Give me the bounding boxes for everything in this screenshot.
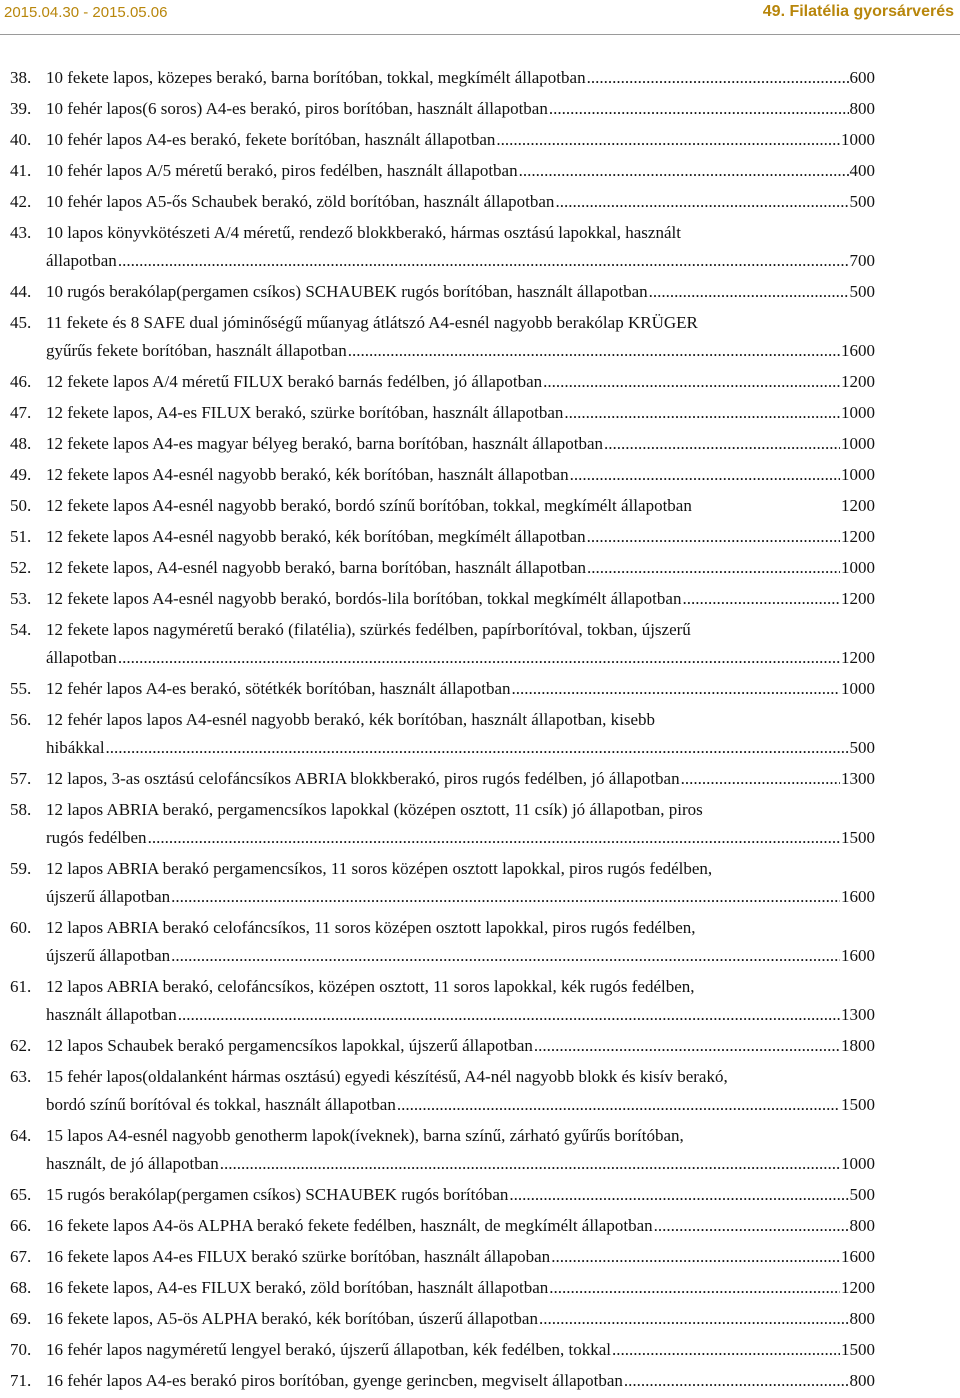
- dot-leader: [549, 95, 849, 123]
- item-price: 800: [849, 1216, 875, 1235]
- item-number: 55.: [10, 679, 32, 698]
- item-text: 10 fehér lapos(6 soros) A4-es berakó, piros borítóban, használt állapotban: [46, 99, 548, 118]
- list-item: [10, 368, 875, 396]
- list-item: [10, 706, 875, 762]
- dot-leader: [220, 1150, 840, 1178]
- item-text: 16 fekete lapos A4-es FILUX berakó szürke borítóban, használt állapoban: [46, 1247, 551, 1266]
- page-title: 49. Filatélia gyorsárverés: [762, 3, 954, 20]
- item-number: 47.: [10, 403, 32, 422]
- list-item: [10, 1032, 875, 1060]
- item-number: 63.: [10, 1067, 32, 1086]
- item-price: 1000: [841, 558, 875, 577]
- item-text: 12 fehér lapos A4-es berakó, sötétkék borítóban, használt állapotban: [46, 679, 511, 698]
- item-description: [46, 1336, 875, 1364]
- item-text: állapotban: [46, 648, 117, 667]
- item-number: 51.: [10, 527, 32, 546]
- item-number: 71.: [10, 1371, 32, 1390]
- list-item: [10, 1336, 875, 1364]
- item-description: [46, 188, 875, 216]
- item-text: 16 fehér lapos A4-es berakó piros borítóban, gyenge gerincben, megviselt állapotban: [46, 1371, 623, 1390]
- dot-leader: [496, 126, 840, 154]
- list-item: [10, 1305, 875, 1333]
- dot-leader: [118, 247, 849, 275]
- list-item: [10, 399, 875, 427]
- item-price: 500: [849, 282, 875, 301]
- item-number: 46.: [10, 372, 32, 391]
- list-item: [10, 1063, 875, 1119]
- item-price: 1600: [841, 1247, 875, 1266]
- dot-leader: [171, 883, 840, 911]
- item-price: 1000: [841, 1154, 875, 1173]
- list-item: [10, 278, 875, 306]
- list-item: [10, 95, 875, 123]
- list-item: [10, 430, 875, 458]
- item-price: 1600: [841, 341, 875, 360]
- list-item: [10, 855, 875, 911]
- item-text: újszerű állapotban: [46, 887, 171, 906]
- dot-leader: [118, 644, 840, 672]
- list-item: [10, 1243, 875, 1271]
- item-price: 500: [849, 738, 875, 757]
- item-text: 12 fekete lapos A4-esnél nagyobb berakó, kék borítóban, megkímélt állapotban: [46, 527, 586, 546]
- item-text: 16 fekete lapos, A4-es FILUX berakó, zöld borítóban, használt állapotban: [46, 1278, 549, 1297]
- list-item: [10, 461, 875, 489]
- dot-leader: [682, 585, 840, 613]
- item-description: [46, 247, 875, 275]
- item-text: 10 fehér lapos A5-ős Schaubek berakó, zöld borítóban, használt állapotban: [46, 192, 555, 211]
- item-description: [46, 523, 875, 551]
- item-description: [46, 585, 875, 613]
- item-price: 1800: [841, 1036, 875, 1055]
- item-description: [46, 126, 875, 154]
- item-price: 1000: [841, 130, 875, 149]
- item-number: 70.: [10, 1340, 32, 1359]
- auction-item-list: [10, 64, 875, 1398]
- item-description-line: 15 fehér lapos(oldalanként hármas osztású) egyedi készítésű, A4-nél nagyobb blokk és kisív berakó,: [46, 1067, 728, 1086]
- item-price: 1200: [841, 372, 875, 391]
- item-number: 58.: [10, 800, 32, 819]
- item-price: 1300: [841, 1005, 875, 1024]
- item-price: 1600: [841, 946, 875, 965]
- list-item: [10, 1122, 875, 1178]
- item-description: [46, 430, 875, 458]
- page-header: [0, 0, 960, 34]
- item-price: 1000: [841, 434, 875, 453]
- item-text: 12 fekete lapos, A4-esnél nagyobb berakó, barna borítóban, használt állapotban: [46, 558, 587, 577]
- list-item: [10, 1274, 875, 1302]
- item-number: 54.: [10, 620, 32, 639]
- item-description: [46, 734, 875, 762]
- dot-leader: [549, 1274, 840, 1302]
- item-text: újszerű állapotban: [46, 946, 171, 965]
- item-text: 12 fekete lapos A4-es magyar bélyeg berakó, barna borítóban, használt állapotban: [46, 434, 604, 453]
- item-price: 600: [849, 68, 875, 87]
- dot-leader: [512, 675, 840, 703]
- list-item: [10, 796, 875, 852]
- list-item: [10, 64, 875, 92]
- item-number: 66.: [10, 1216, 32, 1235]
- dot-leader: [649, 278, 849, 306]
- list-item: [10, 765, 875, 793]
- item-description-line: 11 fekete és 8 SAFE dual jóminőségű műanyag átlátszó A4-esnél nagyobb berakólap KRÜGER: [46, 313, 698, 332]
- dot-leader: [106, 734, 849, 762]
- item-description-line: 12 fehér lapos lapos A4-esnél nagyobb berakó, kék borítóban, használt állapotban, kisebb: [46, 710, 655, 729]
- dot-leader: [348, 337, 840, 365]
- item-description: [46, 765, 875, 793]
- item-number: 52.: [10, 558, 32, 577]
- dot-leader: [587, 554, 840, 582]
- list-item: [10, 1212, 875, 1240]
- item-price: 500: [849, 1185, 875, 1204]
- list-item: [10, 914, 875, 970]
- item-price: 800: [849, 1309, 875, 1328]
- item-description: [46, 1274, 875, 1302]
- list-item: [10, 1181, 875, 1209]
- item-number: 69.: [10, 1309, 32, 1328]
- item-description: [46, 883, 875, 911]
- dot-leader: [519, 157, 849, 185]
- item-price: 400: [849, 161, 875, 180]
- dot-leader: [555, 188, 848, 216]
- item-description: [46, 399, 875, 427]
- item-price: 1300: [841, 769, 875, 788]
- item-number: 60.: [10, 918, 32, 937]
- item-text: 10 fehér lapos A/5 méretű berakó, piros fedélben, használt állapotban: [46, 161, 518, 180]
- item-price: 1200: [841, 648, 875, 667]
- item-description: [46, 824, 875, 852]
- item-number: 39.: [10, 99, 32, 118]
- item-description: [46, 64, 875, 92]
- item-number: 43.: [10, 223, 32, 242]
- item-text: 16 fehér lapos nagyméretű lengyel berakó, újszerű állapotban, kék fedélben, tokkal: [46, 1340, 612, 1359]
- item-description-line: 15 lapos A4-esnél nagyobb genotherm lapok(íveknek), barna színű, zárható gyűrűs borítóban,: [46, 1126, 684, 1145]
- item-text: 12 fekete lapos, A4-es FILUX berakó, szürke borítóban, használt állapotban: [46, 403, 564, 422]
- list-item: [10, 554, 875, 582]
- list-item: [10, 585, 875, 613]
- dot-leader: [564, 399, 840, 427]
- item-price: 1200: [841, 1278, 875, 1297]
- dot-leader: [654, 1212, 849, 1240]
- item-number: 68.: [10, 1278, 32, 1297]
- dot-leader: [171, 942, 840, 970]
- item-number: 41.: [10, 161, 32, 180]
- item-number: 65.: [10, 1185, 32, 1204]
- item-description: [46, 368, 875, 396]
- item-text: 10 fekete lapos, közepes berakó, barna borítóban, tokkal, megkímélt állapotban: [46, 68, 586, 87]
- item-text: gyűrűs fekete borítóban, használt állapotban: [46, 341, 347, 360]
- item-number: 50.: [10, 496, 32, 515]
- item-text: 12 fekete lapos A4-esnél nagyobb berakó, bordó színű borítóban, tokkal, megkímélt állapotban: [46, 496, 692, 515]
- item-description-line: 12 fekete lapos nagyméretű berakó (filatélia), szürkés fedélben, papírborítóval, tokban, újszerű: [46, 620, 691, 639]
- dot-leader: [587, 523, 840, 551]
- item-number: 56.: [10, 710, 32, 729]
- dot-leader: [624, 1367, 849, 1395]
- item-price: 1000: [841, 679, 875, 698]
- item-description-line: 12 lapos ABRIA berakó, celofáncsíkos, középen osztott, 11 soros lapokkal, kék rugós fedélben,: [46, 977, 695, 996]
- item-text: 10 fehér lapos A4-es berakó, fekete borítóban, használt állapotban: [46, 130, 496, 149]
- item-text: 12 fekete lapos A4-esnél nagyobb berakó, kék borítóban, használt állapotban: [46, 465, 569, 484]
- item-description: [46, 461, 875, 489]
- list-item: [10, 616, 875, 672]
- list-item: [10, 492, 875, 520]
- item-price: 1200: [841, 496, 875, 515]
- item-number: 59.: [10, 859, 32, 878]
- item-description: [46, 1032, 875, 1060]
- dot-leader: [534, 1032, 840, 1060]
- item-text: 12 lapos, 3-as osztású celofáncsíkos ABRIA blokkberakó, piros rugós fedélben, jó állapotban: [46, 769, 680, 788]
- item-text: 12 fekete lapos A/4 méretű FILUX berakó barnás fedélben, jó állapotban: [46, 372, 543, 391]
- item-number: 40.: [10, 130, 32, 149]
- item-number: 67.: [10, 1247, 32, 1266]
- item-price: 1600: [841, 887, 875, 906]
- item-number: 57.: [10, 769, 32, 788]
- item-text: használt állapotban: [46, 1005, 177, 1024]
- item-description: [46, 1091, 875, 1119]
- item-price: 700: [849, 251, 875, 270]
- item-price: 1500: [841, 828, 875, 847]
- item-text: hibákkal: [46, 738, 105, 757]
- item-text: 12 lapos Schaubek berakó pergamencsíkos lapokkal, újszerű állapotban: [46, 1036, 533, 1055]
- list-item: [10, 1367, 875, 1395]
- list-item: [10, 126, 875, 154]
- list-item: [10, 675, 875, 703]
- item-number: 49.: [10, 465, 32, 484]
- dot-leader: [539, 1305, 849, 1333]
- dot-leader: [604, 430, 840, 458]
- item-number: 62.: [10, 1036, 32, 1055]
- item-description: [46, 1243, 875, 1271]
- item-number: 53.: [10, 589, 32, 608]
- item-text: 10 rugós berakólap(pergamen csíkos) SCHAUBEK rugós borítóban, használt állapotban: [46, 282, 648, 301]
- item-number: 64.: [10, 1126, 32, 1145]
- item-description: [46, 337, 875, 365]
- dot-leader: [397, 1091, 840, 1119]
- list-item: [10, 309, 875, 365]
- item-number: 38.: [10, 68, 32, 87]
- item-price: 1200: [841, 527, 875, 546]
- item-price: 1000: [841, 465, 875, 484]
- item-description: [46, 95, 875, 123]
- item-price: 1500: [841, 1340, 875, 1359]
- item-number: 44.: [10, 282, 32, 301]
- item-text: használt, de jó állapotban: [46, 1154, 219, 1173]
- item-text: 12 fekete lapos A4-esnél nagyobb berakó, bordós-lila borítóban, tokkal megkímélt állapotban: [46, 589, 682, 608]
- item-text: rugós fedélben: [46, 828, 147, 847]
- item-description-line: 10 lapos könyvkötészeti A/4 méretű, rendező blokkberakó, hármas osztású lapokkal, használt: [46, 223, 681, 242]
- dot-leader: [587, 64, 849, 92]
- list-item: [10, 523, 875, 551]
- dot-leader: [551, 1243, 840, 1271]
- item-number: 48.: [10, 434, 32, 453]
- item-description-line: 12 lapos ABRIA berakó, pergamencsíkos lapokkal (középen osztott, 11 csík) jó állapotban, piros: [46, 800, 703, 819]
- item-number: 42.: [10, 192, 32, 211]
- item-price: 500: [849, 192, 875, 211]
- item-text: 15 rugós berakólap(pergamen csíkos) SCHAUBEK rugós borítóban: [46, 1185, 509, 1204]
- item-text: állapotban: [46, 251, 117, 270]
- item-description: [46, 942, 875, 970]
- dot-leader: [178, 1001, 840, 1029]
- item-description: [46, 1305, 875, 1333]
- list-item: [10, 157, 875, 185]
- item-description-line: 12 lapos ABRIA berakó celofáncsíkos, 11 soros középen osztott lapokkal, piros rugós fedélben,: [46, 918, 696, 937]
- item-number: 61.: [10, 977, 32, 996]
- item-description: [46, 644, 875, 672]
- item-description: [46, 157, 875, 185]
- date-range: 2015.04.30 - 2015.05.06: [4, 4, 168, 21]
- dot-leader: [148, 824, 840, 852]
- dot-leader: [543, 368, 840, 396]
- list-item: [10, 188, 875, 216]
- item-description: [46, 1150, 875, 1178]
- item-description: [46, 1367, 875, 1395]
- item-description: [46, 1181, 875, 1209]
- dot-leader: [612, 1336, 840, 1364]
- item-description: [46, 492, 875, 520]
- item-number: 45.: [10, 313, 32, 332]
- dot-leader: [570, 461, 840, 489]
- header-divider: [0, 34, 960, 35]
- list-item: [10, 973, 875, 1029]
- item-price: 1000: [841, 403, 875, 422]
- item-text: bordó színű borítóval és tokkal, használt állapotban: [46, 1095, 396, 1114]
- item-description: [46, 554, 875, 582]
- item-description: [46, 675, 875, 703]
- item-description: [46, 1001, 875, 1029]
- item-text: 16 fekete lapos A4-ös ALPHA berakó fekete fedélben, használt, de megkímélt állapotban: [46, 1216, 653, 1235]
- item-price: 1500: [841, 1095, 875, 1114]
- item-description-line: 12 lapos ABRIA berakó pergamencsíkos, 11 soros középen osztott lapokkal, piros rugós fedélben,: [46, 859, 713, 878]
- item-price: 800: [849, 1371, 875, 1390]
- list-item: [10, 219, 875, 275]
- item-description: [46, 278, 875, 306]
- item-price: 1200: [841, 589, 875, 608]
- item-price: 800: [849, 99, 875, 118]
- item-text: 16 fekete lapos, A5-ös ALPHA berakó, kék borítóban, úszerű állapotban: [46, 1309, 538, 1328]
- dot-leader: [509, 1181, 848, 1209]
- item-description: [46, 1212, 875, 1240]
- dot-leader: [681, 765, 840, 793]
